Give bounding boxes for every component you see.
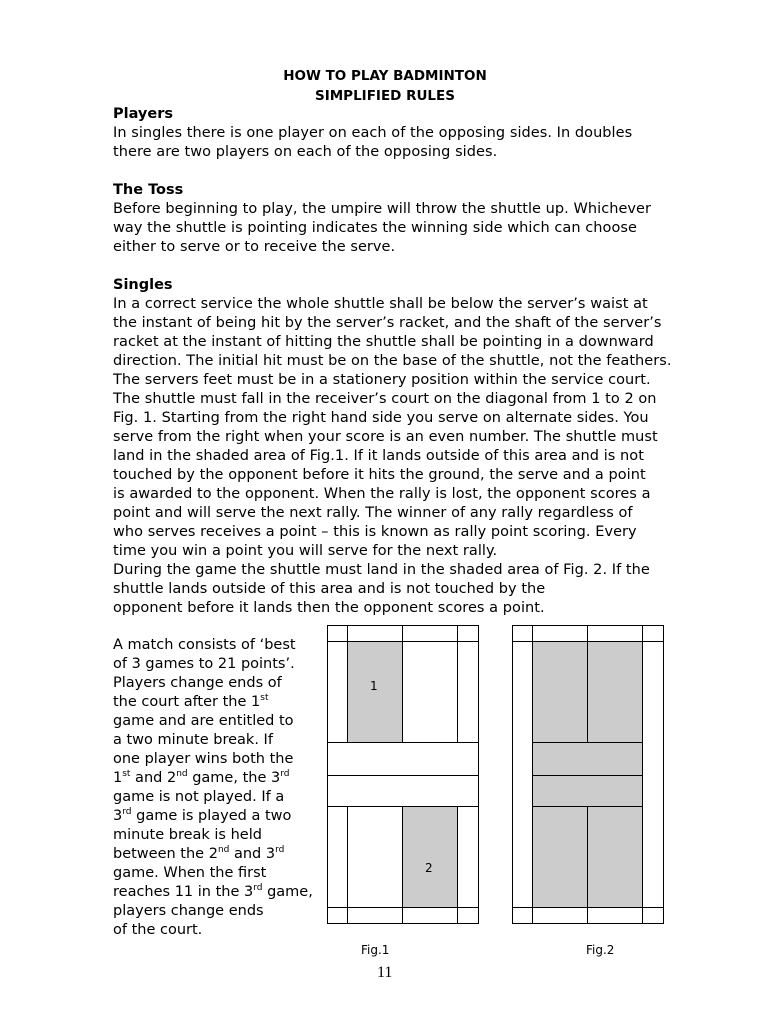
match-line: game is not played. If a — [113, 789, 285, 805]
singles-line: During the game the shuttle must land in the shaded area of Fig. 2. If the — [113, 562, 650, 578]
match-text: game, the 3 — [187, 770, 281, 786]
match-text: the court after the 1 — [113, 694, 261, 710]
page-number: 11 — [377, 964, 393, 981]
singles-line: land in the shaded area of Fig.1. If it lands outside of this area and is not — [113, 448, 644, 464]
ordinal-sup: rd — [275, 845, 285, 856]
match-line: game and are entitled to — [113, 713, 294, 729]
court-diagram-fig2 — [505, 620, 670, 932]
court-label-2: 2 — [425, 861, 433, 875]
match-line — [113, 694, 268, 710]
match-line: of 3 games to 21 points’. — [113, 656, 295, 672]
singles-line: shuttle lands outside of this area and is not touched by the — [113, 581, 546, 597]
singles-line: point and will serve the next rally. The winner of any rally regardless of — [113, 505, 633, 521]
ordinal-sup: rd — [253, 883, 263, 894]
match-line — [113, 846, 284, 862]
match-line — [113, 770, 289, 786]
fig2-caption: Fig.2 — [586, 943, 615, 957]
match-text: between the 2 — [113, 846, 218, 862]
singles-line: touched by the opponent before it hits the ground, the serve and a point — [113, 467, 646, 483]
singles-line: The shuttle must fall in the receiver’s court on the diagonal from 1 to 2 on — [113, 391, 657, 407]
players-line: there are two players on each of the opposing sides. — [113, 144, 498, 160]
fig1-caption: Fig.1 — [361, 943, 390, 957]
match-line: minute break is held — [113, 827, 262, 843]
singles-line: In a correct service the whole shuttle shall be below the server’s waist at — [113, 296, 648, 312]
singles-line: direction. The initial hit must be on the base of the shuttle, not the feathers. — [113, 353, 672, 369]
match-line: players change ends — [113, 903, 264, 919]
toss-line: either to serve or to receive the serve. — [113, 239, 396, 255]
ordinal-sup: nd — [176, 769, 188, 780]
ordinal-sup: rd — [122, 807, 132, 818]
toss-line: Before beginning to play, the umpire will throw the shuttle up. Whichever — [113, 201, 652, 217]
singles-line: is awarded to the opponent. When the rally is lost, the opponent scores a — [113, 486, 651, 502]
court-label-1: 1 — [370, 679, 378, 693]
match-text: 3 — [113, 808, 123, 824]
singles-line: racket at the instant of hitting the shuttle shall be pointing in a downward — [113, 334, 654, 350]
match-line — [113, 884, 313, 900]
service-area-2 — [403, 807, 458, 908]
ordinal-sup: nd — [217, 845, 230, 856]
match-line: Players change ends of — [113, 675, 282, 691]
singles-line: who serves receives a point – this is known as rally point scoring. Every — [113, 524, 637, 540]
match-text: and 3 — [229, 846, 276, 862]
singles-line: time you win a point you will serve for the next rally. — [113, 543, 498, 559]
match-line: of the court. — [113, 922, 203, 938]
match-line: game. When the first — [113, 865, 267, 881]
singles-heading: Singles — [113, 277, 173, 293]
match-text: game, — [262, 884, 313, 900]
match-line: A match consists of ‘best — [113, 637, 296, 653]
doc-title: HOW TO PLAY BADMINTON — [283, 68, 487, 84]
match-line — [113, 808, 291, 824]
match-line: one player wins both the — [113, 751, 294, 767]
ordinal-sup: st — [122, 769, 131, 780]
singles-line: the instant of being hit by the server’s racket, and the shaft of the server’s — [113, 315, 662, 331]
match-text: reaches 11 in the 3 — [113, 884, 254, 900]
match-line: a two minute break. If — [113, 732, 273, 748]
court-diagram-fig1 — [320, 620, 485, 932]
ordinal-sup: rd — [280, 769, 290, 780]
singles-line: Fig. 1. Starting from the right hand side you serve on alternate sides. You — [113, 410, 649, 426]
toss-heading: The Toss — [113, 182, 184, 198]
singles-line: The servers feet must be in a stationery position within the service court. — [113, 372, 651, 388]
singles-line: opponent before it lands then the opponent scores a point. — [113, 600, 545, 616]
doc-subtitle: SIMPLIFIED RULES — [315, 88, 455, 104]
match-text: and 2 — [130, 770, 177, 786]
match-text: game is played a two — [131, 808, 292, 824]
players-line: In singles there is one player on each of the opposing sides. In doubles — [113, 125, 633, 141]
toss-line: way the shuttle is pointing indicates the winning side which can choose — [113, 220, 637, 236]
match-text: 1 — [113, 770, 123, 786]
players-heading: Players — [113, 106, 174, 122]
ordinal-sup: st — [260, 693, 269, 704]
singles-line: serve from the right when your score is an even number. The shuttle must — [113, 429, 658, 445]
